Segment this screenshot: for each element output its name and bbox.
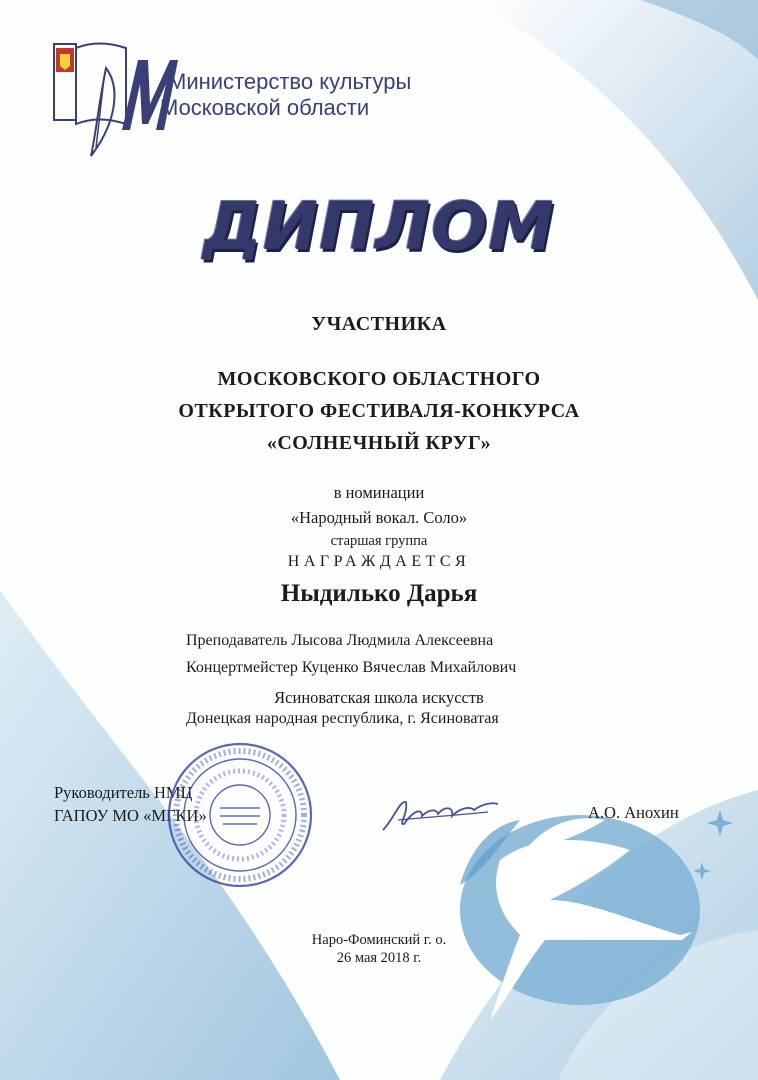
nomination-intro: в номинации: [333, 483, 425, 502]
date: 26 мая 2018 г.: [336, 950, 422, 966]
signer-name: А.О. Анохин: [588, 803, 679, 822]
festival-line-1: МОСКОВСКОГО ОБЛАСТНОГО: [217, 368, 541, 390]
sparkle-icon: [680, 800, 740, 890]
awarded-label: НАГРАЖДАЕТСЯ: [287, 553, 471, 570]
official-stamp-icon: [165, 740, 315, 890]
teacher-line: Преподаватель Лысова Людмила Алексеевна: [186, 632, 494, 649]
logo-line-2: Московской области: [160, 95, 370, 120]
nomination: «Народный вокал. Соло»: [290, 508, 468, 527]
festival-line-2: ОТКРЫТОГО ФЕСТИВАЛЯ-КОНКУРСА: [178, 400, 580, 422]
diploma-title: ДИПЛОМ: [203, 188, 555, 265]
logo-line-1: Министерство культуры: [168, 69, 412, 94]
signer-position-line-2: ГАПОУ МО «МГКИ»: [54, 806, 207, 825]
region-line: Донецкая народная республика, г. Ясиноватая: [186, 710, 499, 727]
recipient-type: УЧАСТНИКА: [311, 313, 447, 335]
handwritten-signature-icon: [378, 790, 503, 840]
age-group: старшая группа: [330, 533, 428, 549]
accompanist-line: Концертмейстер Куценко Вячеслав Михайлович: [186, 659, 517, 676]
school-line: Ясиноватская школа искусств: [274, 688, 484, 707]
awardee-name: Ныдилько Дарья: [280, 580, 478, 607]
place: Наро-Фоминский г. о.: [311, 932, 447, 948]
signer-position-line-1: Руководитель НМЦ: [54, 783, 193, 802]
festival-line-3: «СОЛНЕЧНЫЙ КРУГ»: [266, 432, 492, 454]
logo-letter-m-icon: [118, 54, 178, 134]
